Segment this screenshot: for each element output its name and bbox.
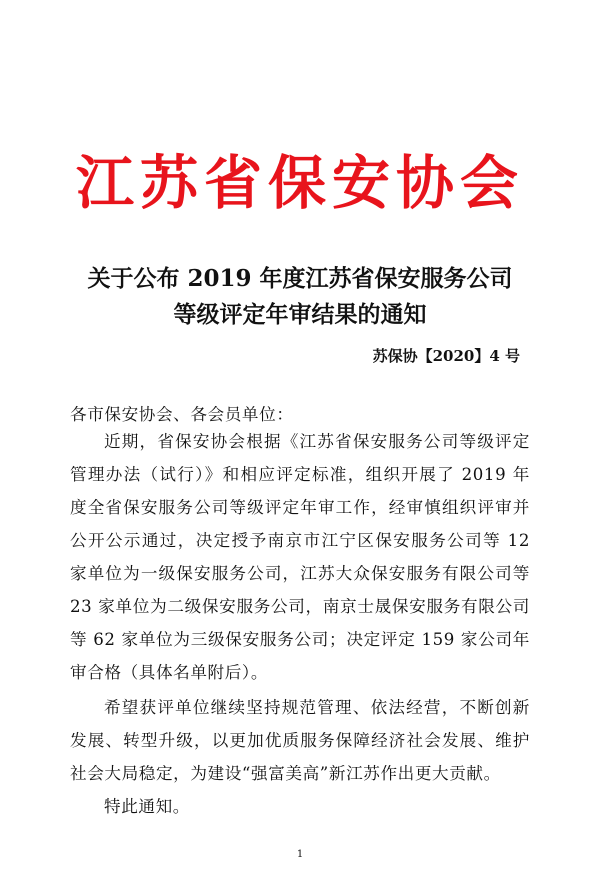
page-number: 1 bbox=[296, 849, 304, 860]
body-paragraph-2: 希望获评单位继续坚持规范管理、依法经营，不断创新发展、转型升级，以更加优质服务保障经济社会发展、维护社会大局稳定，为建设“强富美高”新江苏作出更大贡献。 bbox=[70, 698, 530, 783]
notice-body bbox=[70, 425, 530, 823]
notice-title-line-1: 关于公布 2019 年度江苏省保安服务公司 bbox=[87, 265, 513, 292]
organization-name-heading: 江苏省保安协会 bbox=[75, 149, 524, 217]
document-number: 苏保协【2020】4 号 bbox=[372, 347, 520, 365]
notice-title-line-2: 等级评定年审结果的通知 bbox=[173, 301, 427, 328]
salutation: 各市保安协会、各会员单位： bbox=[70, 405, 294, 424]
body-paragraph-1: 近期，省保安协会根据《江苏省保安服务公司等级评定管理办法（试行）》和相应评定标准，组织开展了 2019 年度全省保安服务公司等级评定年审工作，经审慎组织评审并公开公示通过，决定授予南京市江宁区保安服务公司等 12 家单位为一级保安服务公司，江苏大众保安服务有限公司等 23 家单位为二级保安服务公司，南京士晟保安服务有限公司等 62 家单位为三级保安服务公司；决定评定 159 家公司年审合格（具体名单附后）。 bbox=[70, 432, 530, 682]
closing-line: 特此通知。 bbox=[104, 797, 190, 816]
